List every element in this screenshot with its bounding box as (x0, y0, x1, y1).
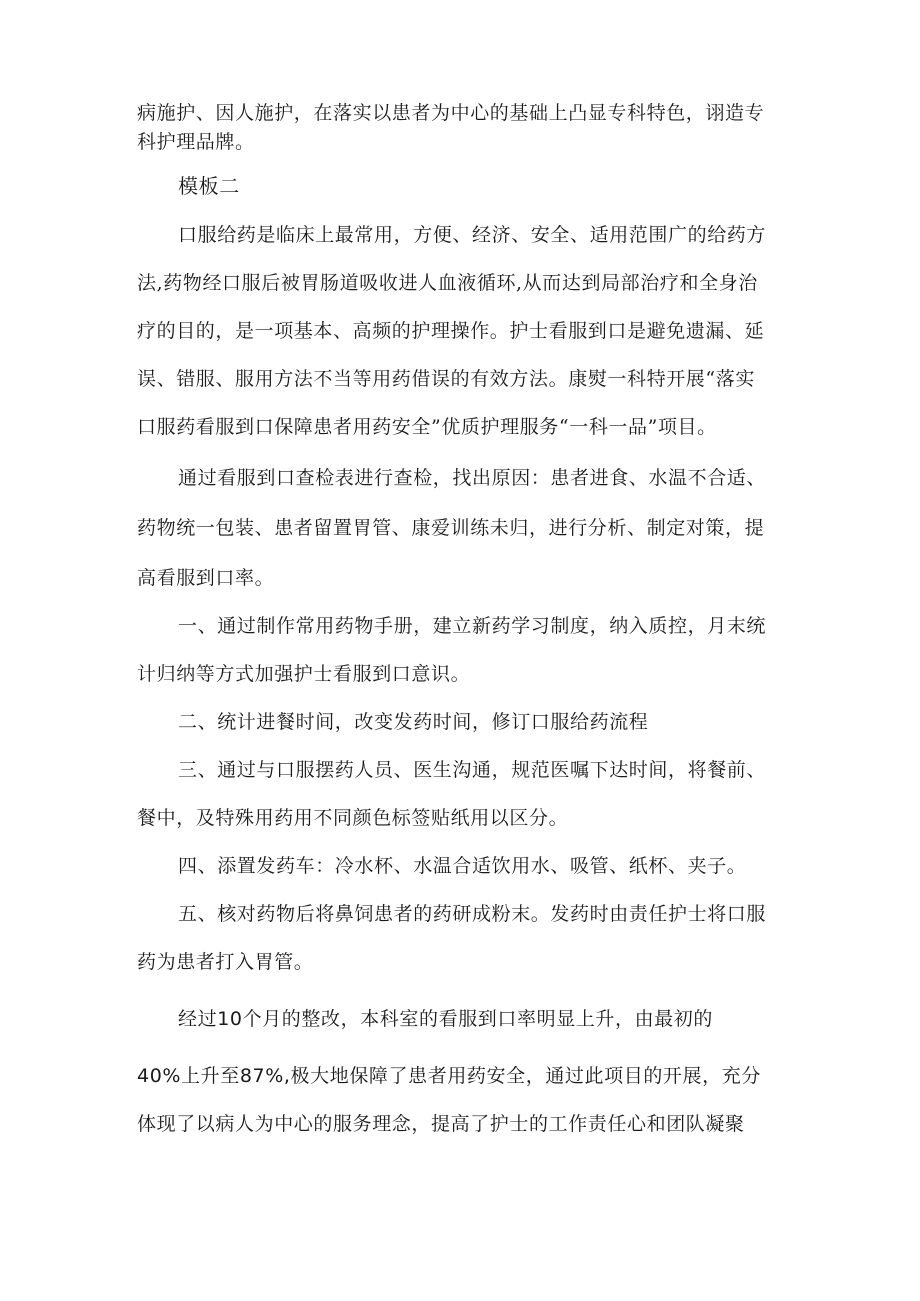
paragraph-line: 计归纳等方式加强护士看服到口意识。 (137, 663, 471, 685)
paragraph-line (137, 1064, 761, 1088)
paragraph-line: 四、添置发药车：冷水杯、水温合适饮用水、吸管、纸杯、夹子。 (178, 855, 747, 877)
paragraph-line: 三、通过与口服摆药人员、医生沟通，规范医嘱下达时间，将餐前、 (178, 759, 767, 781)
paragraph-line (178, 1007, 713, 1031)
paragraph-line: 五、核对药物后将鼻饲患者的药研成粉末。发药时由责任护士将口服 (178, 903, 767, 925)
paragraph-line: 通过看服到口查检表进行查检，找出原因：患者进食、水温不合适、 (178, 467, 767, 489)
number-run: 87%, (239, 1065, 291, 1087)
number-run: 10 (217, 1008, 243, 1030)
paragraph-line: 科护理品牌。 (137, 131, 255, 153)
paragraph-line: 法,药物经口服后被胃肠道吸收进人血液循环,从而达到局部治疗和全身治 (137, 272, 758, 294)
paragraph-line: 口服药看服到口保障患者用药安全”优质护理服务“一科一品”项目。 (137, 416, 717, 438)
paragraph-line: 疗的目的，是一项基本、高频的护理操作。护士看服到口是避免遗漏、延 (137, 320, 765, 342)
paragraph-line: 一、通过制作常用药物手册，建立新药学习制度，纳入质控，月末统 (178, 615, 767, 637)
paragraph-line: 药物统一包装、患者留置胃管、康爱训练未归，进行分析、制定对策，提 (137, 517, 765, 539)
number-run: 40% (137, 1065, 182, 1087)
paragraph-line: 误、错服、服用方法不当等用药借误的有效方法。康熨一科特开展“落实 (137, 368, 755, 390)
section-heading: 模板二 (178, 174, 240, 198)
paragraph-line: 餐中，及特殊用药用不同颜色标签贴纸用以区分。 (137, 807, 569, 829)
text-run: 上升至 (181, 1065, 240, 1087)
paragraph-line: 病施护、因人施护，在落实以患者为中心的基础上凸显专科特色，诩造专 (137, 102, 765, 124)
text-run: 极大地保障了患者用药安全，通过此项目的开展，充分 (290, 1065, 761, 1087)
paragraph-line: 体现了以病人为中心的服务理念，提高了护士的工作责任心和团队凝聚 (137, 1113, 745, 1135)
paragraph-line: 药为患者打入胃管。 (137, 951, 314, 973)
paragraph-line: 口服给药是临床上最常用，方便、经济、安全、适用范围广的给药方 (178, 224, 767, 246)
paragraph-line: 二、统计进餐时间，改变发药时间，修订口服给药流程 (178, 711, 649, 733)
text-run: 经过 (178, 1008, 218, 1030)
text-run: 个月的整改，本科室的看服到口率明显上升，由最初的 (242, 1008, 713, 1030)
paragraph-line: 高看服到口率。 (137, 567, 275, 589)
